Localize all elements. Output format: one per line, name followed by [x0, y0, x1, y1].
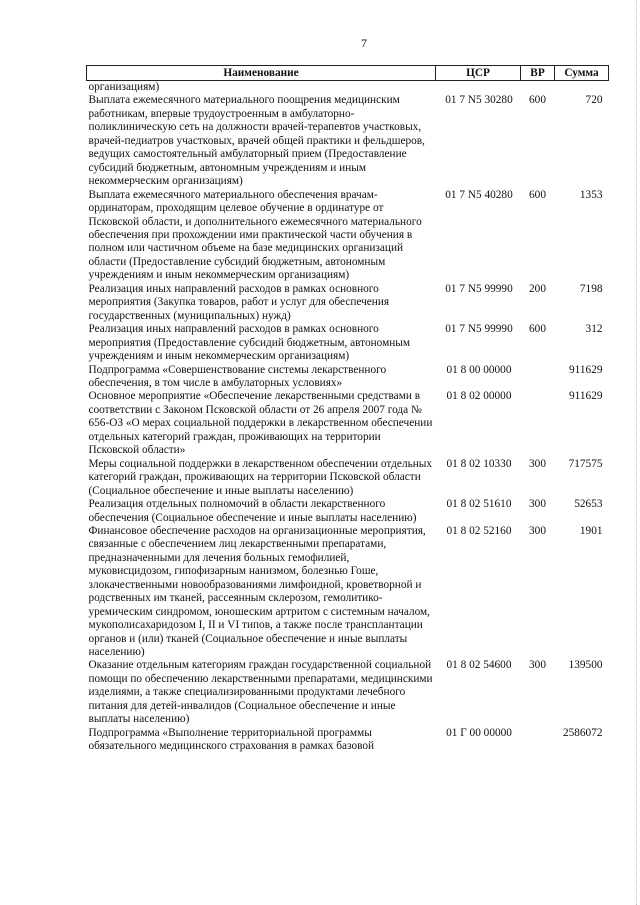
header-sum: Сумма [555, 66, 609, 81]
table-row [87, 458, 609, 498]
row-name: организациям) [88, 81, 160, 93]
row-csr-code: 01 8 02 10330 [446, 457, 512, 470]
row-sum: 1353 [579, 188, 603, 201]
row-csr-code: 01 8 00 00000 [446, 363, 512, 376]
row-sum: 52653 [574, 498, 603, 511]
table-row [87, 94, 609, 188]
row-vr-code [521, 727, 555, 754]
table-row [87, 659, 609, 726]
row-name: Реализация иных направлений расходов в рамках основного мероприятия (Закупка товаров, работ и услуг для обеспечения государственных (муниципальных) нужд) [88, 282, 390, 322]
row-csr-code: 01 8 02 51610 [446, 498, 512, 511]
row-vr-code: 600 [529, 94, 546, 107]
row-vr-code: 600 [529, 323, 546, 336]
table-row [87, 525, 609, 660]
row-sum: 7198 [579, 282, 603, 295]
scan-edge [634, 0, 637, 905]
row-name: Реализация отдельных полномочий в области лекарственного обеспечения (Социальное обеспечение и иные выплаты населению) [88, 498, 417, 524]
row-vr-code [521, 81, 555, 95]
row-csr-code: 01 8 02 52160 [446, 524, 512, 537]
row-sum: 911629 [569, 363, 603, 376]
row-sum: 720 [585, 94, 603, 107]
row-name: Подпрограмма «Выполнение территориальной программы обязательного медицинского страхования в рамках базовой [88, 726, 375, 753]
row-name: Меры социальной поддержки в лекарственном обеспечении отдельных категорий граждан, проживающих на территории Псковской области (Социальное обеспечение и иные выплаты населению) [88, 457, 433, 497]
header-vr: ВР [521, 66, 555, 81]
row-csr-code: 01 8 02 54600 [446, 659, 512, 672]
table-header [87, 66, 609, 81]
row-name: Реализация иных направлений расходов в рамках основного мероприятия (Предоставление субсидий бюджетным, автономным учреждениям и иным некоммерческим организациям) [88, 323, 411, 363]
header-name: Наименование [87, 66, 436, 81]
table-row [87, 81, 609, 95]
row-sum: 312 [585, 323, 603, 336]
header-csr: ЦСР [436, 66, 521, 81]
row-sum: 911629 [569, 390, 603, 403]
row-name: Оказание отдельным категориям граждан государственной социальной помощи по обеспечению лекарственными препаратами, медицинскими изделиями, а также специализированными продуктами лечебного питания для детей-инвалидов (Социальное обеспечение и иные выплаты населению) [88, 659, 433, 726]
row-sum: 1901 [579, 524, 603, 537]
row-csr-code: 01 7 N5 40280 [445, 188, 513, 201]
row-vr-code [521, 390, 555, 457]
row-name: Выплата ежемесячного материального обеспечения врачам-ординаторам, проходящим целевое обучение в ординатуре от Псковской области, и дополнительного ежемесячного материального обеспечения при прохождении ими практической части обучения в полном или частичном объеме на базе медицинских организаций области (Предоставление субсидий бюджетным, автономным учреждениям и иным некоммерческим организациям) [88, 188, 422, 282]
row-vr-code: 300 [529, 498, 546, 511]
row-csr-code: 01 Г 00 00000 [446, 726, 512, 739]
table-row [87, 283, 609, 323]
row-sum [555, 81, 609, 95]
table-body [87, 81, 609, 754]
row-csr-code: 01 7 N5 99990 [445, 323, 513, 336]
table-row [87, 364, 609, 391]
row-sum: 717575 [568, 457, 603, 470]
row-name: Выплата ежемесячного материального поощрения медицинским работникам, впервые трудоустроенным в амбулаторно-поликлиническую сеть на должности врачей-терапевтов участковых, врачей-педиатров участковых, врачей общей практики и фельдшеров, ведущих самостоятельный амбулаторный прием (Предоставление субсидий бюджетным, автономным учреждениям и иным некоммерческим организациям) [88, 94, 425, 188]
row-name: Основное мероприятие «Обеспечение лекарственными средствами в соответствии с Законом Псковской области от 26 апреля 2007 года № 656-ОЗ «О мерах социальной поддержки в лекарственном обеспечении отдельных категорий граждан, проживающих на территории Псковской области» [88, 390, 433, 457]
table-row [87, 727, 609, 754]
row-vr-code: 600 [529, 188, 546, 201]
table-row [87, 498, 609, 525]
page-number: 7 [361, 36, 367, 50]
row-csr-code: 01 8 02 00000 [446, 390, 512, 403]
row-csr-code [436, 81, 521, 95]
row-vr-code: 200 [529, 282, 546, 295]
row-name: Подпрограмма «Совершенствование системы лекарственного обеспечения, в том числе в амбулаторных условиях» [88, 363, 387, 389]
budget-table [86, 65, 609, 754]
table-row [87, 390, 609, 457]
table-row [87, 323, 609, 363]
row-name: Финансовое обеспечение расходов на организационные мероприятия, связанные с обеспечением лиц лекарственными препаратами, предназначенными для лечения больных гемофилией, муковисцидозом, гипофизарным нанизмом, болезнью Гоше, злокачественными новообразованиями лимфоидной, кроветворной и родственных им тканей, рассеянным склерозом, гемолитико-уремическим синдромом, юношеским артритом с системным началом, мукополисахаридозом I, II и VI типов, а также после трансплантации органов и (или) тканей (Социальное обеспечение и иные выплаты населению) [88, 524, 431, 659]
row-sum: 2586072 [562, 726, 603, 739]
row-vr-code: 300 [529, 659, 546, 672]
table-header-row [87, 66, 609, 81]
table-row [87, 189, 609, 283]
row-sum: 139500 [568, 659, 603, 672]
row-csr-code: 01 7 N5 99990 [445, 282, 513, 295]
row-vr-code: 300 [529, 457, 546, 470]
row-vr-code [521, 364, 555, 391]
row-csr-code: 01 7 N5 30280 [445, 94, 513, 107]
row-vr-code: 300 [529, 524, 546, 537]
